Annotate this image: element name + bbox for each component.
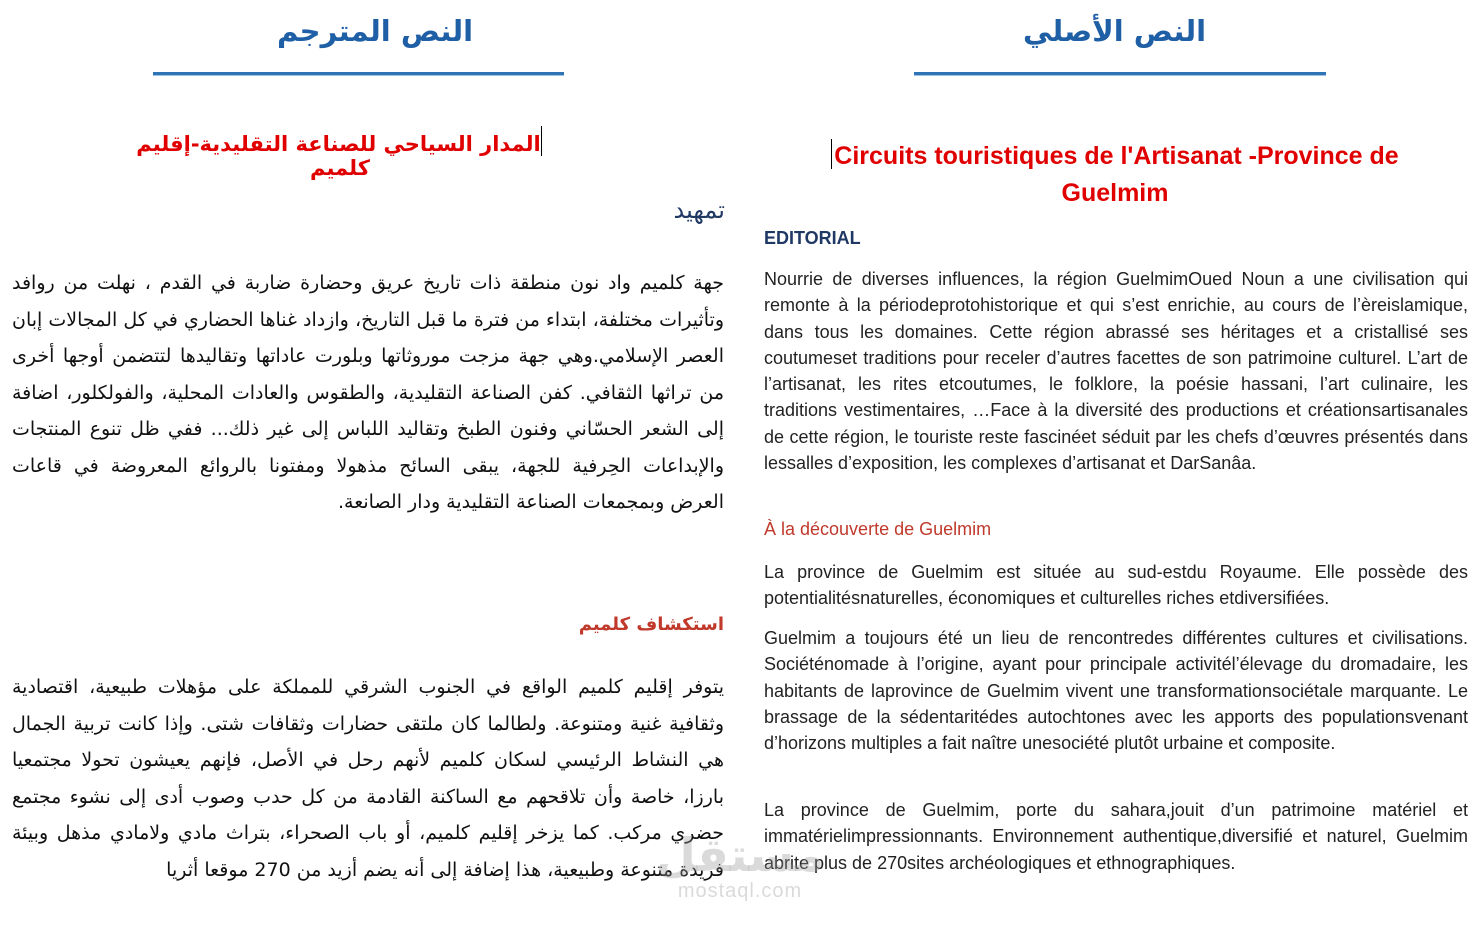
editorial-label: EDITORIAL — [764, 228, 861, 248]
original-title — [810, 138, 1420, 212]
original-title-text: Circuits touristiques de l'Artisanat -Province de Guelmim — [834, 142, 1399, 207]
original-text-column — [750, 0, 1479, 945]
translated-title — [120, 126, 560, 180]
original-section-title: À la découverte de Guelmim — [764, 519, 992, 539]
translated-header-underline — [153, 72, 564, 76]
translated-header: النص المترجم — [276, 14, 474, 48]
translated-paragraph-2: يتوفر إقليم كلميم الواقع في الجنوب الشرقي للمملكة على مؤهلات طبيعية، اقتصادية وثقافية غنية ومتنوعة. ولطالما كان ملتقى حضارات وثقافات شتى. وإذا كانت تربية الجمال هي النشاط الرئيسي لسكان كلميم لأنهم رحل في الأصل، فإنهم يعيشون تحولا مجتمعيا بارزا، خاصة وأن تلاقحهم مع الساكنة القادمة من كل حدب وصوب أدى إلى نشوء مجتمع حضري مركب. كما يزخر إقليم كلميم، أو باب الصحراء، بتراث مادي ولامادي مذهل وبيئة فريدة متنوعة وطبيعية، هذا إضافة إلى أنه يضم أزيد من 270 موقعا أثريا — [12, 676, 724, 881]
original-paragraph-2: La province de Guelmim est située au sud-estdu Royaume. Elle possède des potentialitésnaturelles, économiques et culturelles riches etdiversifiées. — [764, 562, 1468, 609]
translated-title-text: المدار السياحي للصناعة التقليدية-إقليم كلميم — [136, 132, 541, 180]
translated-section-title: استكشاف كلميم — [578, 614, 724, 635]
text-cursor — [541, 126, 542, 156]
watermark-logo: مستقل — [655, 828, 825, 882]
translated-intro-label: تمهيد — [673, 196, 725, 224]
original-paragraph-1: Nourrie de diverses influences, la région GuelmimOued Noun a une civilisation qui remonte à la périodeprotohistorique et qui s’est enrichie, au cours de l’èreislamique, dans tous les domaines. Cette région abrassé ses héritages et a cristallisé ses coutumeset traditions pour receler d’autres facettes de son patrimoine culturel. L’art de l’artisanat, les rites etcoutumes, le folklore, la poésie hassani, l’art culinaire, les traditions vestimentaires, …Face à la diversité des productions et créationsartisanales de cette région, le touriste reste fascinéet séduit par les chefs d’œuvres présentés dans lessalles d’exposition, les complexes d’artisanat et DarSanâa. — [764, 269, 1468, 474]
text-cursor — [831, 139, 832, 169]
original-header: النص الأصلي — [1022, 14, 1207, 48]
original-paragraph-4: La province de Guelmim, porte du sahara,jouit d’un patrimoine matériel et immatérielimpressionnants. Environnement authentique,diversifié et naturel, Guelmim abrite plus de 270sites archéologiques et ethnographiques. — [764, 800, 1468, 873]
translated-paragraph-1: جهة كلميم واد نون منطقة ذات تاريخ عريق وحضارة ضاربة في القدم ، نهلت من روافد وتأثيرات مختلفة، ابتداء من فترة ما قبل التاريخ، وازداد غناها الحضاري في كل المجالات إبان العصر الإسلامي.وهي جهة مزجت موروثاتها وبلورت عاداتها وتقاليدها لتتضمن أوجها أخرى من تراثها الثقافي. كفن الصناعة التقليدية، والطقوس والعادات المحلية، والفولكلور، اضافة إلى الشعر الحسّاني وفنون الطبخ وتقاليد اللباس إلى غير ذلك... ففي ظل تنوع المنتجات والإبداعات الحِرفية للجهة، يبقى السائح مذهولا ومفتونا بالروائع المعروضة في قاعات العرض وبمجمعات الصناعة التقليدية ودار الصانعة. — [12, 272, 724, 513]
original-header-underline — [914, 72, 1326, 76]
original-paragraph-3: Guelmim a toujours été un lieu de rencontredes différentes cultures et civilisations. Sociéténomade à l’origine, ayant pour principale activitél’élevage du dromadaire, les habitants de laprovince de Guelmim vivent une transformationsociétale marquante. Le brassage de la sédentaritédes autochtones avec les apports des populationsvenant d’horizons multiples a fait naître unesociété plutôt urbaine et composite. — [764, 628, 1468, 754]
watermark-url: mostaql.com — [677, 880, 803, 902]
